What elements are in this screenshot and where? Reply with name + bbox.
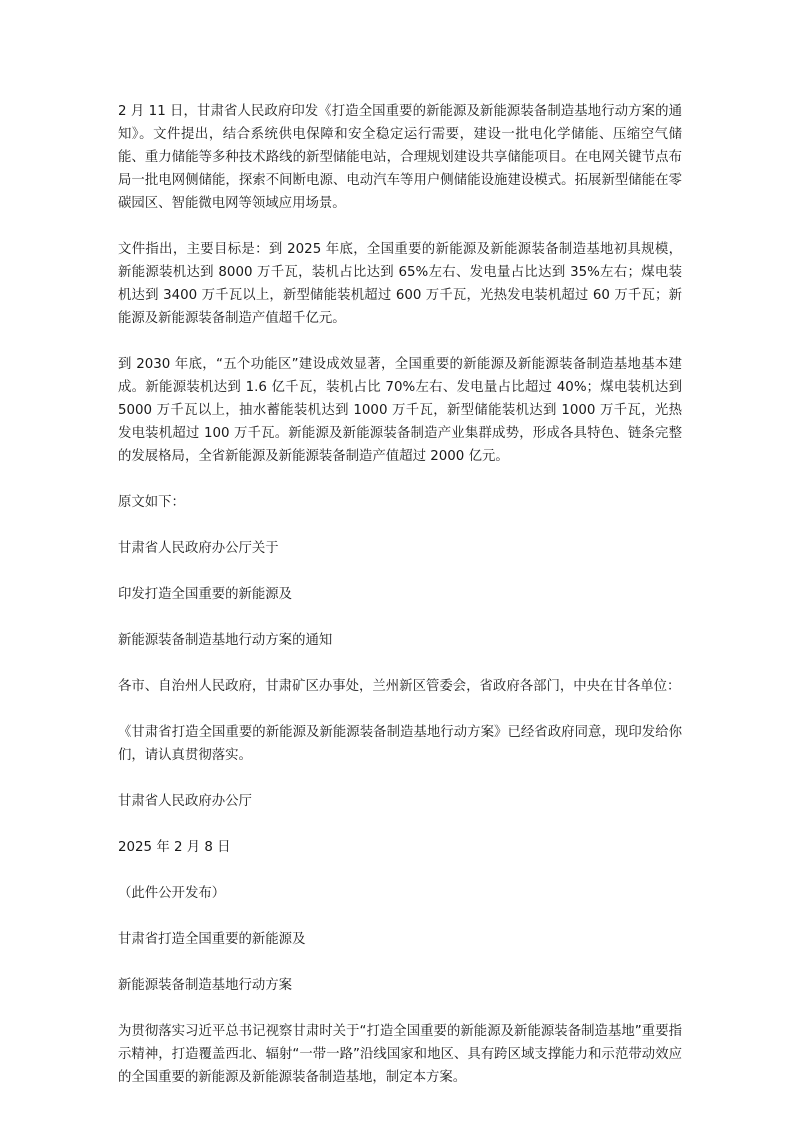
issuer-signature: 甘肃省人民政府办公厅 <box>118 794 252 809</box>
notice-title-line-1: 甘肃省人民政府办公厅关于 <box>118 541 279 556</box>
notice-recipients: 各市、自治州人民政府，甘肃矿区办事处，兰州新区管委会，省政府各部门，中央在甘各单位： <box>118 679 681 694</box>
notice-title-line-2: 印发打造全国重要的新能源及 <box>118 587 293 602</box>
plan-preamble: 为贯彻落实习近平总书记视察甘肃时关于“打造全国重要的新能源及新能源装备制造基地”重要指示精神，打造覆盖西北、辐射“一带一路”沿线国家和地区、具有跨区域支撑能力和示范带动效应的全国重要的新能源及新能源装备制造基地，制定本方案。 <box>118 1024 682 1085</box>
original-text-label: 原文如下： <box>118 495 185 510</box>
document-page <box>118 100 682 1112</box>
intro-paragraph: 2 月 11 日，甘肃省人民政府印发《打造全国重要的新能源及新能源装备制造基地行动方案的通知》。文件提出，结合系统供电保障和安全稳定运行需要，建设一批电化学储能、压缩空气储能、重力储能等多种技术路线的新型储能电站，合理规划建设共享储能项目。在电网关键节点布局一批电网侧储能，探索不间断电源、电动汽车等用户侧储能设施建设模式。拓展新型储能在零碳园区、智能微电网等领域应用场景。 <box>118 104 682 211</box>
notice-title-line-3: 新能源装备制造基地行动方案的通知 <box>118 633 333 648</box>
targets-2030-paragraph: 到 2030 年底，“五个功能区”建设成效显著，全国重要的新能源及新能源装备制造基地基本建成。新能源装机达到 1.6 亿千瓦，装机占比 70%左右、发电量占比超过 40%；煤电装机达到 5000 万千瓦以上，抽水蓄能装机达到 1000 万千瓦，新型储能装机达到 1000 万千瓦，光热发电装机超过 100 万千瓦。新能源及新能源装备制造产业集群成势，形成各具特色、链条完整的发展格局，全省新能源及新能源装备制造产值超过 2000 亿元。 <box>118 357 682 464</box>
publication-note: （此件公开发布） <box>118 886 226 901</box>
targets-2025-paragraph: 文件指出，主要目标是：到 2025 年底，全国重要的新能源及新能源装备制造基地初具规模，新能源装机达到 8000 万千瓦，装机占比达到 65%左右、发电量占比达到 35%左右；煤电装机达到 3400 万千瓦以上，新型储能装机超过 600 万千瓦，光热发电装机超过 60 万千瓦；新能源及新能源装备制造产值超千亿元。 <box>118 242 682 326</box>
plan-title-line-2: 新能源装备制造基地行动方案 <box>118 978 293 993</box>
plan-title-line-1: 甘肃省打造全国重要的新能源及 <box>118 932 306 947</box>
issue-date: 2025 年 2 月 8 日 <box>118 840 231 855</box>
notice-body: 《甘肃省打造全国重要的新能源及新能源装备制造基地行动方案》已经省政府同意，现印发给你们，请认真贯彻落实。 <box>118 725 682 763</box>
